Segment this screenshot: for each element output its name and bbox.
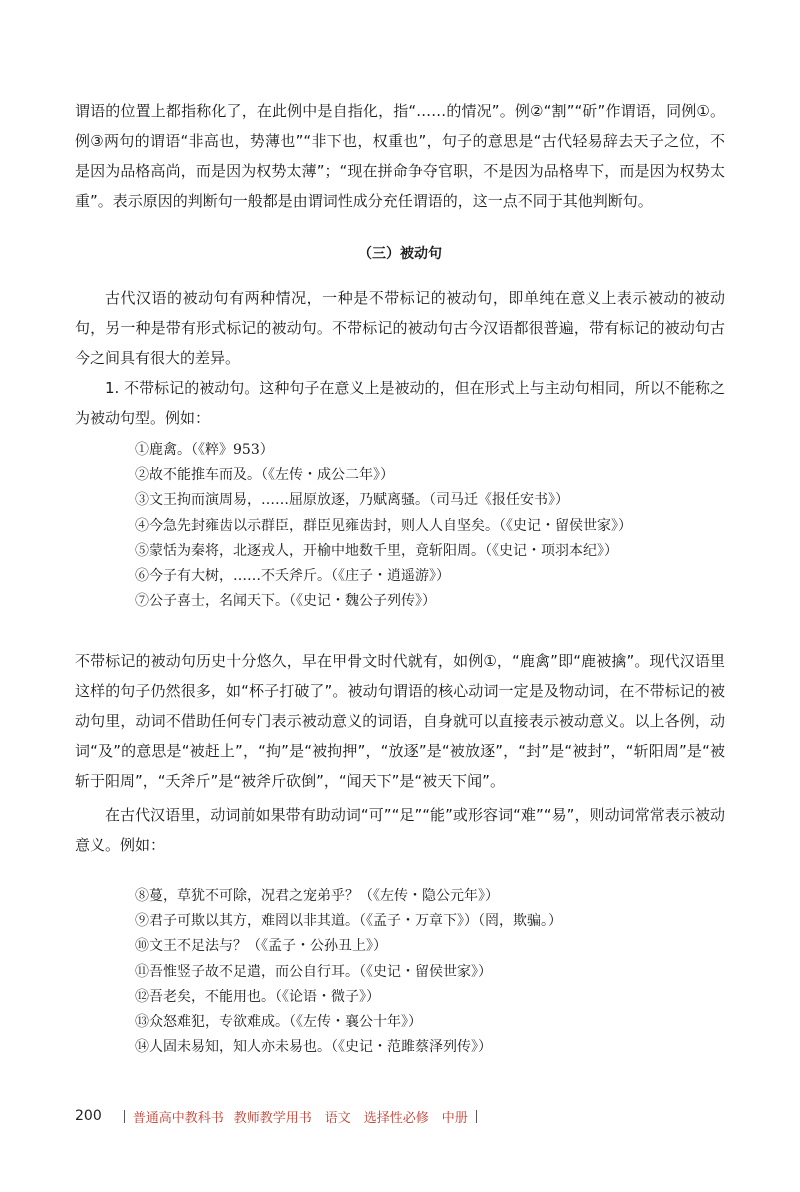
example-item: ⑪吾惟竖子故不足遣，而公自行耳。（《史记・留侯世家》） [135, 963, 492, 980]
paragraph-passive-intro: 古代汉语的被动句有两种情况，一种是不带标记的被动句，即单纯在意义上表示被动的被动句，另一种是带有形式标记的被动句。不带标记的被动句古今汉语都很普遍，带有标记的被动句古今之间具有很大的差异。 [75, 289, 725, 367]
footer-book-title: 教师教学用书 语文 选择性必修 中册 [233, 1110, 468, 1126]
example-item: ⑤蒙恬为秦将，北逐戎人，开榆中地数千里，竟斩阳周。（《史记・项羽本纪》） [135, 542, 618, 559]
example-item: ①鹿禽。（《粹》953） [135, 442, 274, 458]
footer-series: 普通高中教科书 [132, 1110, 224, 1126]
example-item: ⑫吾老矣，不能用也。（《论语・微子》） [135, 988, 380, 1005]
example-list-auxiliary [135, 884, 745, 1060]
example-item: ⑭人固未易知，知人亦未易也。（《史记・范雎蔡泽列传》） [135, 1039, 492, 1056]
section-heading: （三）被动句 [358, 246, 442, 262]
paragraph-unmarked-passive: 1. 不带标记的被动句。这种句子在意义上是被动的，但在形式上与主动句相同，所以不能称之为被动句型。例如： [75, 379, 725, 427]
example-item: ⑬众怒难犯，专欲难成。（《左传・襄公十年》） [135, 1013, 422, 1030]
footer-divider [476, 1110, 477, 1123]
paragraph-auxiliary-verbs: 在古代汉语里，动词前如果带有助动词“可”“足”“能”或形容词“难”“易”，则动词常常表示被动意义。例如： [75, 806, 725, 854]
example-item: ⑧蔓，草犹不可除，况君之宠弟乎？（《左传・隐公元年》） [135, 888, 499, 904]
example-list-unmarked [135, 438, 745, 614]
page-number: 200 [75, 1108, 102, 1124]
paragraph-judgment-explanation: 谓语的位置上都指称化了，在此例中是自指化，指“……的情况”。例②“割”“斫”作谓语，同例①。例③两句的谓语“非高也，势薄也”“非下也，权重也”，句子的意思是“古代轻易辞去天子之位，不是因为品格高尚，而是因为权势太薄”；“现在拼命争夺官职，不是因为品格卑下，而是因为权势太重”。表示原因的判断句一般都是由谓词性成分充任谓语的，这一点不同于其他判断句。 [75, 102, 725, 210]
example-item: ③文王拘而演周易，……屈原放逐，乃赋离骚。（司马迁《报任安书》） [135, 492, 569, 509]
example-item: ⑥今子有大树，……不夭斧斤。（《庄子・逍遥游》） [135, 567, 450, 584]
footer-divider [124, 1110, 125, 1123]
page-footer [75, 1104, 485, 1128]
example-item: ④今急先封雍齿以示群臣，群臣见雍齿封，则人人自坚矣。（《史记・留侯世家》） [135, 517, 632, 534]
example-item: ⑨君子可欺以其方，难罔以非其道。（《孟子・万章下》）（罔，欺骗。） [135, 913, 562, 930]
example-item: ⑦公子喜士，名闻天下。（《史记・魏公子列传》） [135, 593, 436, 610]
example-item: ②故不能推车而及。（《左传・成公二年》） [135, 467, 394, 484]
example-item: ⑩文王不足法与？（《孟子・公孙丑上》） [135, 938, 387, 955]
paragraph-unmarked-history: 不带标记的被动句历史十分悠久，早在甲骨文时代就有，如例①，“鹿禽”即“鹿被擒”。现代汉语里这样的句子仍然很多，如“杯子打破了”。被动句谓语的核心动词一定是及物动词，在不带标记的被动句里，动词不借助任何专门表示被动意义的词语，自身就可以直接表示被动意义。以上各例，动词“及”的意思是“被赶上”，“拘”是“被拘押”，“放逐”是“被放逐”，“封”是“被封”，“斩阳周”是“被斩于阳周”，“夭斧斤”是“被斧斤砍倒”，“闻天下”是“被天下闻”。 [75, 652, 725, 790]
